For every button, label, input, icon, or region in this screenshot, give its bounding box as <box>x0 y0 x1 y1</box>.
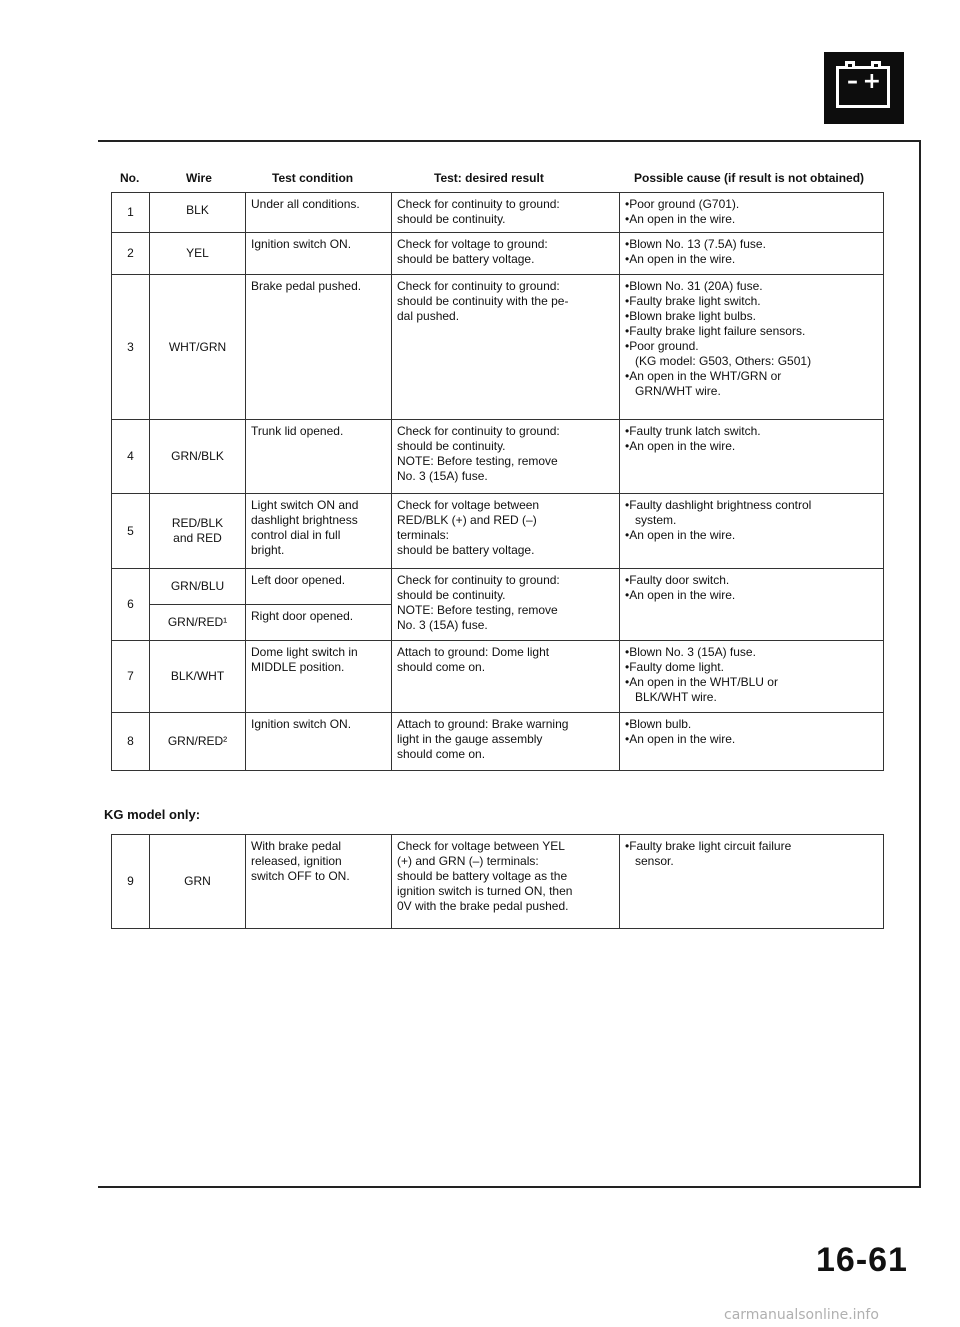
table-row <box>112 275 884 420</box>
row-number: 4 <box>112 420 150 494</box>
desired-result: Check for voltage between RED/BLK (+) and RED (–) terminals: should be battery voltage. <box>392 494 620 569</box>
table-row <box>112 641 884 713</box>
wire-color: WHT/GRN <box>150 275 246 420</box>
wire-color: RED/BLK and RED <box>150 494 246 569</box>
battery-terminal-positive <box>871 61 881 67</box>
table-row <box>112 193 884 233</box>
wire-color: GRN/BLU <box>150 569 246 605</box>
test-condition: Trunk lid opened. <box>246 420 392 494</box>
wire-color: YEL <box>150 233 246 275</box>
desired-result: Check for voltage between YEL (+) and GRN (–) terminals: should be battery voltage as the ignition switch is turned ON, then 0V with the brake pedal pushed. <box>392 835 620 929</box>
wire-color: GRN/RED¹ <box>150 605 246 641</box>
test-condition: Ignition switch ON. <box>246 233 392 275</box>
row-number: 6 <box>112 569 150 641</box>
desired-result: Check for continuity to ground: should be continuity. NOTE: Before testing, remove No. 3 (15A) fuse. <box>392 569 620 641</box>
watermark: carmanualsonline.info <box>724 1307 879 1323</box>
row-number: 1 <box>112 193 150 233</box>
row-number: 8 <box>112 713 150 771</box>
page-frame-right-rule <box>919 140 921 1188</box>
wire-color: BLK/WHT <box>150 641 246 713</box>
possible-cause: • Poor ground (G701). • An open in the wire. <box>620 193 884 233</box>
wire-color: BLK <box>150 193 246 233</box>
possible-cause: • Blown bulb. • An open in the wire. <box>620 713 884 771</box>
test-condition: Light switch ON and dashlight brightness control dial in full bright. <box>246 494 392 569</box>
desired-result: Check for continuity to ground: should be continuity. <box>392 193 620 233</box>
table-row <box>112 494 884 569</box>
battery-terminal-negative <box>845 61 855 67</box>
page-frame-top-rule <box>98 140 920 142</box>
plus-icon: + <box>862 69 881 94</box>
wire-test-table <box>111 192 884 771</box>
possible-cause: • Blown No. 3 (15A) fuse. • Faulty dome light. • An open in the WHT/BLU or BLK/WHT wire. <box>620 641 884 713</box>
possible-cause: • Faulty brake light circuit failure sensor. <box>620 835 884 929</box>
possible-cause: • Faulty trunk latch switch. • An open in the wire. <box>620 420 884 494</box>
possible-cause: • Faulty dashlight brightness control system. • An open in the wire. <box>620 494 884 569</box>
minus-icon: – <box>847 69 858 94</box>
table-row <box>112 233 884 275</box>
table-row <box>112 569 884 605</box>
column-header-possible-cause: Possible cause (if result is not obtained) <box>634 171 865 185</box>
test-condition: Brake pedal pushed. <box>246 275 392 420</box>
test-condition: With brake pedal released, ignition switch OFF to ON. <box>246 835 392 929</box>
kg-model-label: KG model only: <box>104 807 201 822</box>
test-condition: Under all conditions. <box>246 193 392 233</box>
page-frame-bottom-rule <box>98 1186 920 1188</box>
possible-cause: • Blown No. 13 (7.5A) fuse. • An open in the wire. <box>620 233 884 275</box>
row-number: 7 <box>112 641 150 713</box>
wire-color: GRN/RED² <box>150 713 246 771</box>
desired-result: Check for continuity to ground: should be continuity. NOTE: Before testing, remove No. 3 (15A) fuse. <box>392 420 620 494</box>
wire-color: GRN/BLK <box>150 420 246 494</box>
test-condition: Right door opened. <box>246 605 392 641</box>
column-header-no: No. <box>120 171 140 185</box>
table-row <box>112 713 884 771</box>
row-number: 3 <box>112 275 150 420</box>
possible-cause: • Faulty door switch. • An open in the wire. <box>620 569 884 641</box>
test-condition: Left door opened. <box>246 569 392 605</box>
wire-color: GRN <box>150 835 246 929</box>
test-condition: Dome light switch in MIDDLE position. <box>246 641 392 713</box>
desired-result: Attach to ground: Dome light should come on. <box>392 641 620 713</box>
column-header-test-condition: Test condition <box>272 171 354 185</box>
table-row <box>112 835 884 929</box>
page-number: 16-61 <box>816 1241 908 1279</box>
column-header-wire: Wire <box>186 171 212 185</box>
row-number: 9 <box>112 835 150 929</box>
battery-icon <box>824 52 904 124</box>
row-number: 5 <box>112 494 150 569</box>
desired-result: Attach to ground: Brake warning light in the gauge assembly should come on. <box>392 713 620 771</box>
kg-model-table <box>111 834 884 929</box>
test-condition: Ignition switch ON. <box>246 713 392 771</box>
battery-symbol <box>836 66 890 108</box>
table-row <box>112 420 884 494</box>
column-header-desired-result: Test: desired result <box>434 171 544 185</box>
desired-result: Check for voltage to ground: should be battery voltage. <box>392 233 620 275</box>
desired-result: Check for continuity to ground: should be continuity with the pe- dal pushed. <box>392 275 620 420</box>
row-number: 2 <box>112 233 150 275</box>
possible-cause: • Blown No. 31 (20A) fuse. • Faulty brake light switch. • Blown brake light bulbs. • Faulty brake light failure sensors. • Poor ground. (KG model: G503, Others: G501) • An open in the WHT/GRN or GRN/WHT wire. <box>620 275 884 420</box>
